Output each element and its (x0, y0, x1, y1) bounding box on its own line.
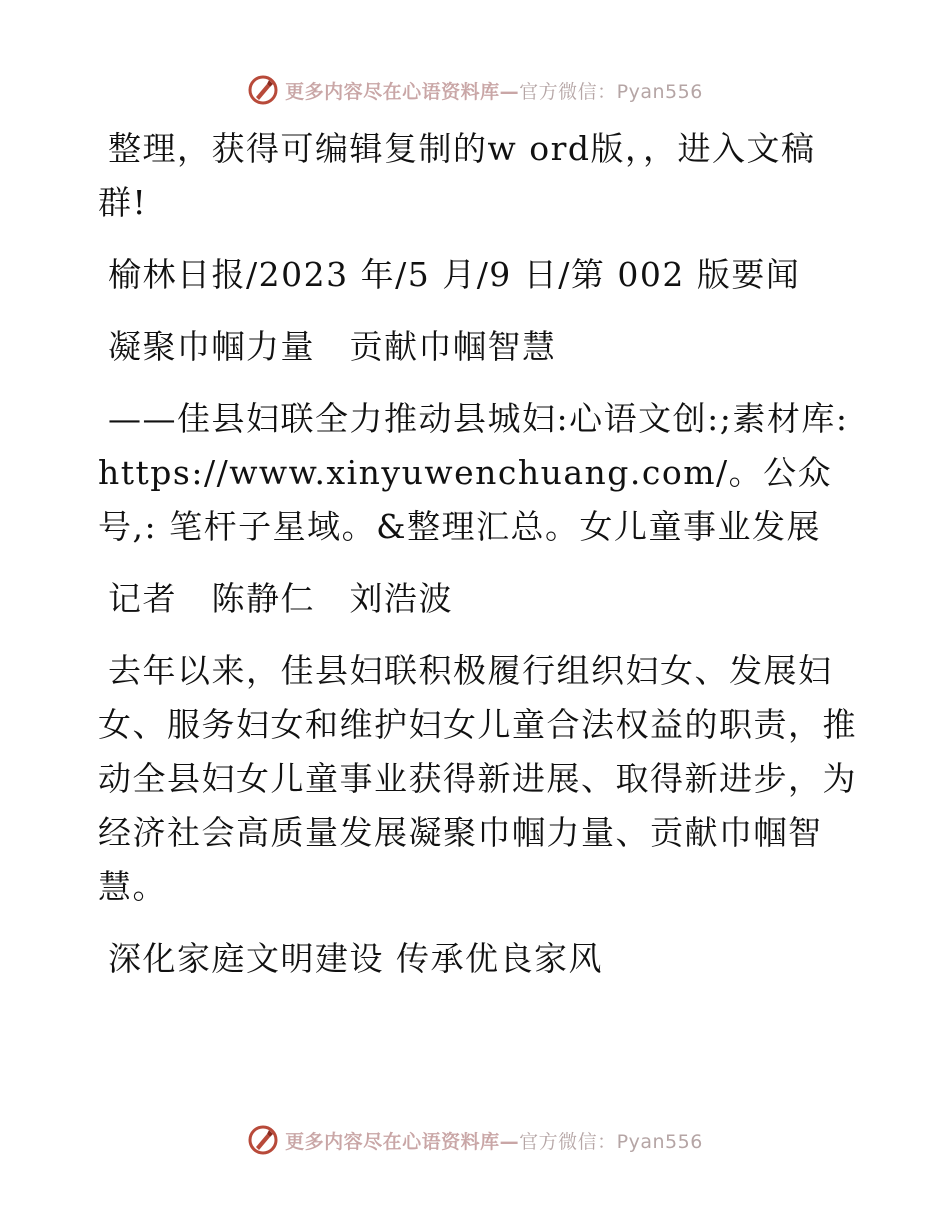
article-subheadline: ——佳县妇联全力推动县城妇:心语文创:;素材库: https://www.xinyuwenchuang.com/。公众号,: 笔杆子星域。&整理汇总。女儿童事业发展 (98, 399, 849, 546)
header-watermark (0, 70, 950, 110)
watermark-text: 更多内容尽在心语资料库—官方微信：Pyan556 (285, 1130, 703, 1153)
footer-watermark (0, 1120, 950, 1160)
article-headline: 凝聚巾帼力量 贡献巾帼智慧 (108, 327, 557, 366)
reporters-line: 记者 陈静仁 刘浩波 (108, 579, 453, 618)
body-paragraph: 去年以来，佳县妇联积极履行组织妇女、发展妇女、服务妇女和维护妇女儿童合法权益的职责，推动全县妇女儿童事业获得新进展、取得新进步，为经济社会高质量发展凝聚巾帼力量、贡献巾帼智慧。 (98, 651, 857, 906)
document-body (98, 122, 858, 986)
pen-logo-icon (247, 1124, 279, 1156)
intro-paragraph: 整理，获得可编辑复制的w ord版，，进入文稿群! (98, 129, 816, 222)
watermark-text: 更多内容尽在心语资料库—官方微信：Pyan556 (285, 80, 703, 103)
pen-logo-icon (247, 74, 279, 106)
publication-source: 榆林日报/2023 年/5 月/9 日/第 002 版要闻 (108, 255, 801, 294)
section-heading: 深化家庭文明建设 传承优良家风 (108, 939, 603, 978)
